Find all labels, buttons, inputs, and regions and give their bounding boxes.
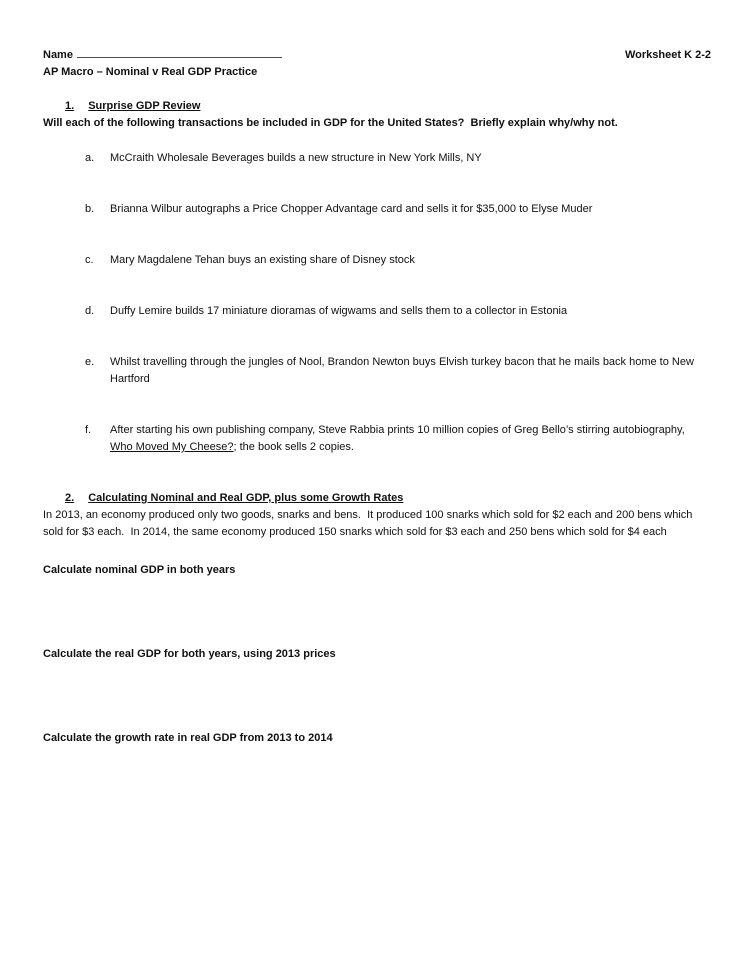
list-item-d (43, 303, 711, 320)
item-text-after: ; the book sells 2 copies. (233, 441, 354, 453)
section-1-intro: Will each of the following transactions be included in GDP for the United States? Briefly explain why/why not. (43, 117, 618, 129)
list-item-b (43, 201, 711, 218)
prompt-growth-rate: Calculate the growth rate in real GDP from 2013 to 2014 (43, 732, 333, 744)
item-letter: f. (85, 424, 92, 436)
list-item-c (43, 252, 711, 269)
item-text: Whilst travelling through the jungles of Nool, Brandon Newton buys Elvish turkey bacon that he mails back home to New Hartford (110, 356, 694, 385)
section-1-number: 1. (65, 100, 75, 112)
section-2-title: Calculating Nominal and Real GDP, plus some Growth Rates (88, 492, 404, 504)
item-text: Duffy Lemire builds 17 miniature dioramas of wigwams and sells them to a collector in Estonia (110, 305, 568, 317)
item-text (110, 422, 707, 456)
item-text: McCraith Wholesale Beverages builds a new structure in New York Mills, NY (110, 152, 482, 164)
name-line (43, 45, 282, 64)
name-label: Name (43, 49, 73, 61)
list-item-e (43, 354, 711, 388)
item-letter: e. (85, 356, 95, 368)
list-item-a (43, 150, 711, 167)
item-letter: a. (85, 152, 95, 164)
header-row (43, 45, 711, 64)
gdp-transaction-list (43, 150, 711, 456)
section-2-heading (65, 490, 711, 507)
item-letter: b. (85, 203, 95, 215)
prompt-nominal-gdp: Calculate nominal GDP in both years (43, 564, 236, 576)
section-2-number: 2. (65, 492, 75, 504)
item-letter: d. (85, 305, 95, 317)
section-1-title: Surprise GDP Review (88, 100, 201, 112)
item-text-before: After starting his own publishing company, Steve Rabbia prints 10 million copies of Greg Bello’s stirring autobiography, (110, 424, 685, 436)
worksheet-code: Worksheet K 2-2 (625, 49, 711, 61)
section-2-paragraph: In 2013, an economy produced only two goods, snarks and bens. It produced 100 snarks which sold for $2 each and 200 bens which sold for $3 each. In 2014, the same economy produced 150 snarks which sold for $3 each and 250 bens which sold for $4 each (43, 509, 696, 538)
course-title: AP Macro – Nominal v Real GDP Practice (43, 66, 258, 78)
item-text: Mary Magdalene Tehan buys an existing share of Disney stock (110, 254, 415, 266)
item-letter: c. (85, 254, 94, 266)
prompt-real-gdp: Calculate the real GDP for both years, using 2013 prices (43, 648, 336, 660)
list-item-f (43, 422, 711, 456)
name-blank-line (77, 45, 282, 58)
section-1-heading (65, 98, 711, 115)
book-title-underlined: Who Moved My Cheese? (110, 441, 234, 453)
item-text: Brianna Wilbur autographs a Price Chopper Advantage card and sells it for $35,000 to Elyse Muder (110, 203, 593, 215)
